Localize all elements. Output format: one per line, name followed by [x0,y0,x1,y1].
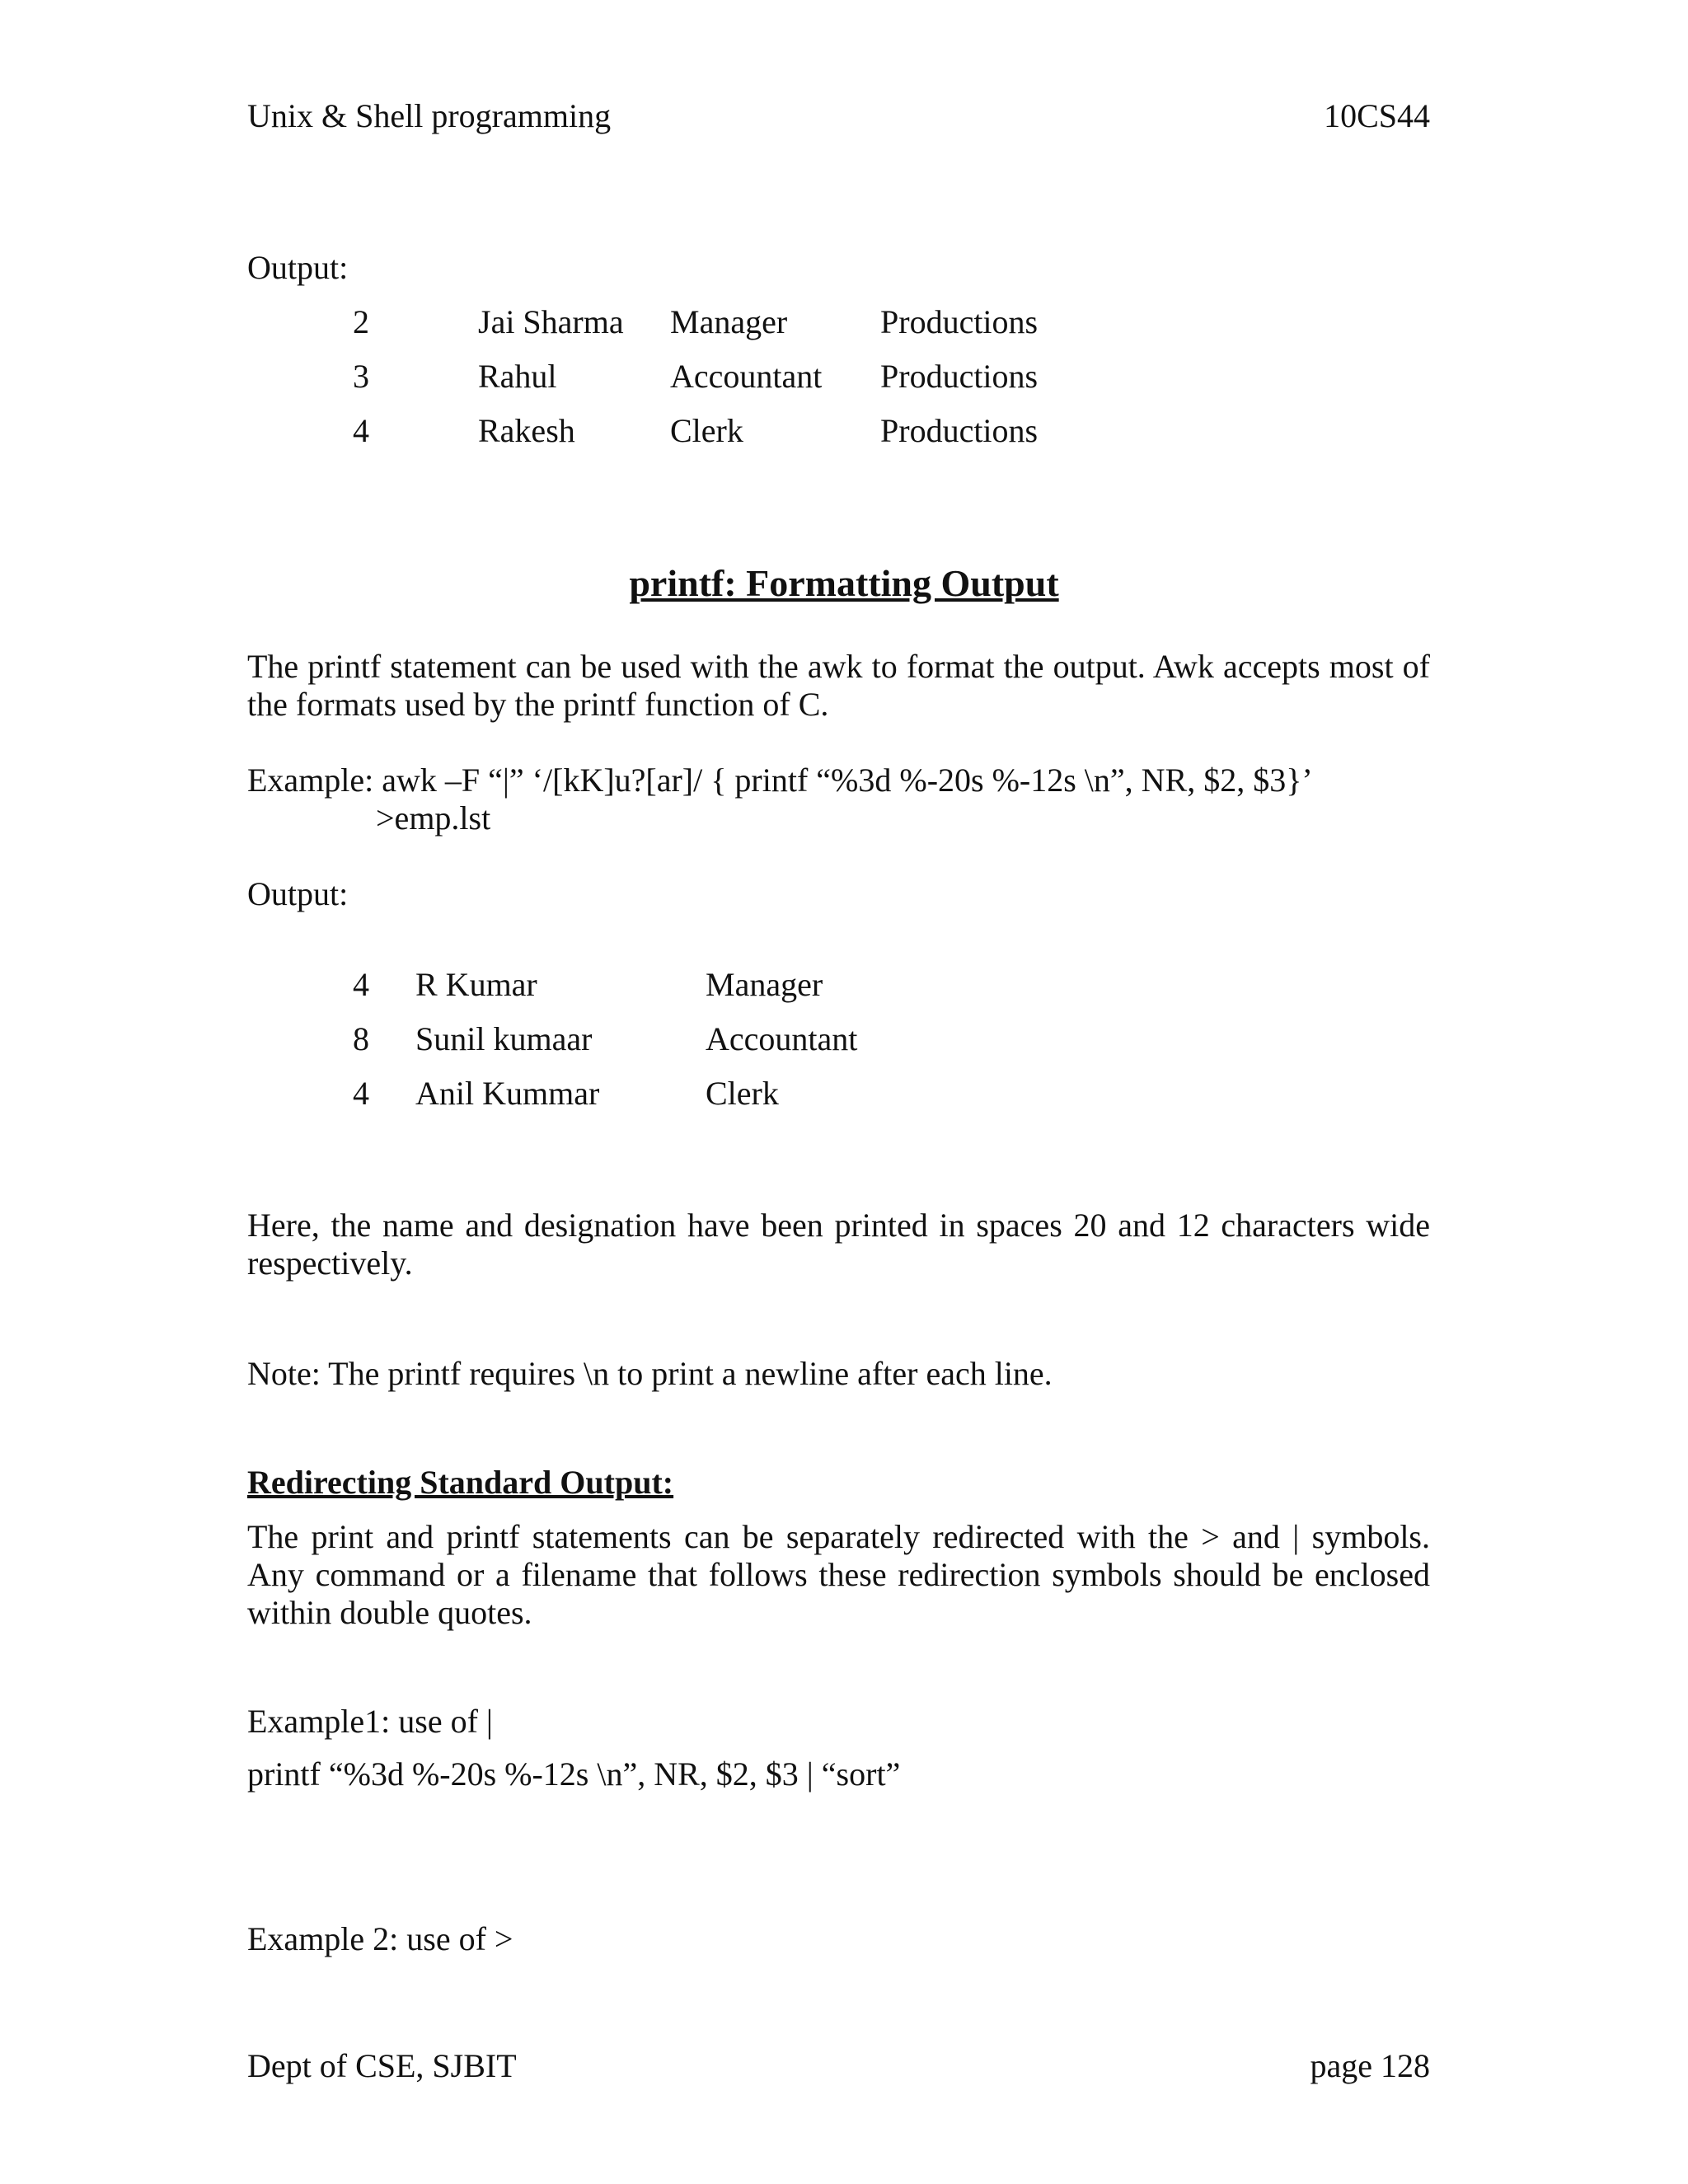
example-command-line-2: >emp.lst [376,799,491,837]
redirect-paragraph: The print and printf statements can be separately redirected with the > and | symbols. Any command or a filename that follows these redirection symbols should be enclosed within double quotes. [247,1518,1430,1631]
table-cell: R Kumar [415,966,537,1003]
output-label-1: Output: [247,249,349,286]
table-cell: 4 [353,412,369,449]
table-cell: Jai Sharma [478,303,624,340]
table-cell: Clerk [670,412,743,449]
example1-label: Example1: use of | [247,1703,493,1740]
table-cell: 2 [353,303,369,340]
table-cell: Accountant [670,358,823,395]
table-cell: Clerk [706,1075,779,1112]
output-label-2: Output: [247,875,349,912]
example1-code: printf “%3d %-20s %-12s \n”, NR, $2, $3 | “sort” [247,1755,901,1793]
table-cell: Manager [670,303,788,340]
table-cell: Productions [880,412,1039,449]
subheading-redirecting: Redirecting Standard Output: [247,1464,674,1501]
header-course-code: 10CS44 [1324,97,1430,134]
section-title: printf: Formatting Output [629,562,1059,604]
table-cell: Accountant [706,1020,858,1057]
table-cell: Rahul [478,358,557,395]
table-cell: Sunil kumaar [415,1020,593,1057]
table-cell: Rakesh [478,412,575,449]
note-text: Note: The printf requires \n to print a newline after each line. [247,1355,1053,1392]
table-cell: Anil Kummar [415,1075,600,1112]
header-title: Unix & Shell programming [247,97,612,134]
footer-dept: Dept of CSE, SJBIT [247,2047,517,2084]
table-cell: Manager [706,966,823,1003]
table-cell: 3 [353,358,369,395]
table-cell: Productions [880,358,1039,395]
explanation-paragraph: Here, the name and designation have been printed in spaces 20 and 12 characters wide respectively. [247,1207,1430,1282]
table-cell: 4 [353,1075,369,1112]
example2-label: Example 2: use of > [247,1920,513,1957]
example-command-line-1: Example: awk –F “|” ‘/[kK]u?[ar]/ { printf “%3d %-20s %-12s \n”, NR, $2, $3}’ [247,762,1313,799]
intro-paragraph: The printf statement can be used with the awk to format the output. Awk accepts most of the formats used by the printf function of C. [247,648,1430,723]
table-cell: Productions [880,303,1039,340]
footer-page-number: page 128 [1310,2047,1430,2084]
table-cell: 8 [353,1020,369,1057]
table-cell: 4 [353,966,369,1003]
